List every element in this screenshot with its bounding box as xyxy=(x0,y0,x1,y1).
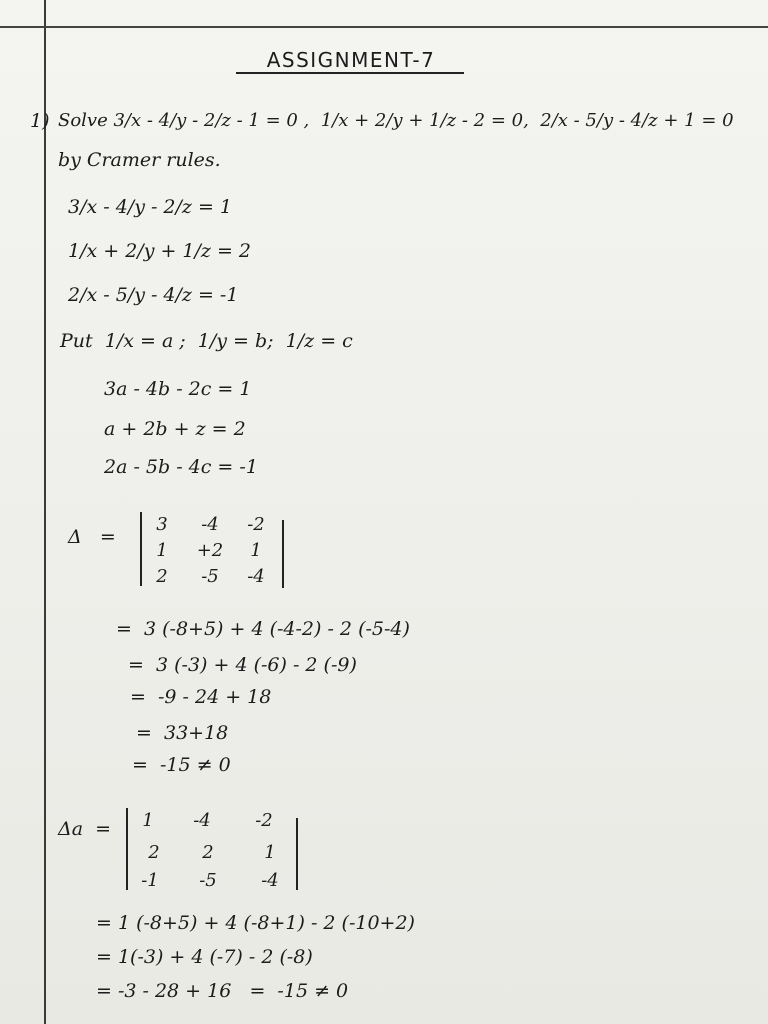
delta-a-cell: 2 xyxy=(202,842,214,863)
delta-a-label: Δa = xyxy=(58,818,112,840)
question-number: 1) xyxy=(30,110,50,132)
delta-step-2: = 3 (-3) + 4 (-6) - 2 (-9) xyxy=(128,654,357,676)
delta-cell: 1 xyxy=(156,540,168,561)
delta-a-step-2: = 1(-3) + 4 (-7) - 2 (-8) xyxy=(96,946,313,968)
delta-step-1: = 3 (-8+5) + 4 (-4-2) - 2 (-5-4) xyxy=(116,618,410,640)
delta-step-3: = -9 - 24 + 18 xyxy=(130,686,272,708)
equation-1: 3/x - 4/y - 2/z = 1 xyxy=(68,196,233,218)
equation-3: 2/x - 5/y - 4/z = -1 xyxy=(68,284,239,306)
delta-cell: -4 xyxy=(247,566,265,587)
delta-a-step-1: = 1 (-8+5) + 4 (-8+1) - 2 (-10+2) xyxy=(96,912,415,934)
delta-cell: -4 xyxy=(201,514,219,535)
delta-a-cell: -4 xyxy=(193,810,211,831)
delta-cell: 2 xyxy=(156,566,168,587)
equation-2: 1/x + 2/y + 1/z = 2 xyxy=(68,240,252,262)
question-statement: Solve 3/x - 4/y - 2/z - 1 = 0 , 1/x + 2/y + 1/z - 2 = 0, 2/x - 5/y - 4/z + 1 = 0 xyxy=(58,110,734,131)
delta-a-cell: -1 xyxy=(141,870,159,891)
delta-a-cell: 1 xyxy=(142,810,154,831)
margin-line xyxy=(44,0,46,1024)
linear-equation-1: 3a - 4b - 2c = 1 xyxy=(104,378,252,400)
linear-equation-3: 2a - 5b - 4c = -1 xyxy=(104,456,258,478)
delta-a-cell: -4 xyxy=(261,870,279,891)
linear-equation-2: a + 2b + z = 2 xyxy=(104,418,246,440)
delta-step-5: = -15 ≠ 0 xyxy=(132,754,231,776)
delta-a-cell: -5 xyxy=(199,870,217,891)
substitution-line: Put 1/x = a ; 1/y = b; 1/z = c xyxy=(60,330,353,352)
delta-a-cell: -2 xyxy=(255,810,273,831)
delta-a-step-3: = -3 - 28 + 16 = -15 ≠ 0 xyxy=(96,980,349,1002)
delta-cell: +2 xyxy=(196,540,224,561)
delta-a-cell: 1 xyxy=(264,842,276,863)
delta-cell: -5 xyxy=(201,566,219,587)
delta-cell: 1 xyxy=(250,540,262,561)
title-underline xyxy=(236,72,464,74)
assignment-title: ASSIGNMENT-7 xyxy=(266,48,436,72)
delta-step-4: = 33+18 xyxy=(136,722,229,744)
question-method: by Cramer rules. xyxy=(58,149,221,171)
delta-a-cell: 2 xyxy=(148,842,160,863)
delta-cell: 3 xyxy=(156,514,168,535)
header-rule xyxy=(0,26,768,28)
delta-cell: -2 xyxy=(247,514,265,535)
delta-label: Δ = xyxy=(68,526,116,548)
